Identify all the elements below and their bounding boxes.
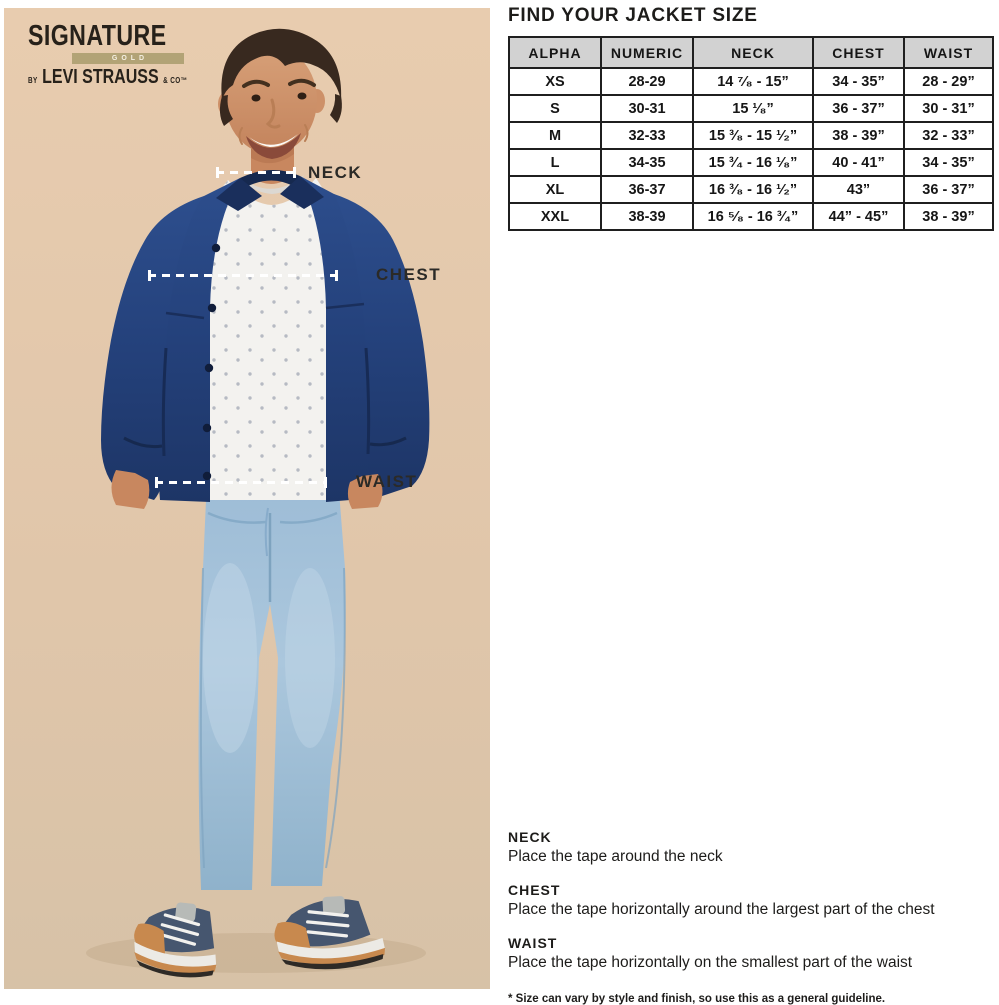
instruction-chest xyxy=(508,882,994,919)
column-header-alpha: ALPHA xyxy=(509,37,601,68)
cell-numeric: 36-37 xyxy=(601,176,693,203)
instruction-waist-heading: WAIST xyxy=(508,935,558,951)
waist-label: WAIST xyxy=(356,472,418,491)
brand-company: LEVI STRAUSS xyxy=(42,66,159,88)
cell-chest: 43” xyxy=(813,176,904,203)
instruction-neck xyxy=(508,829,994,866)
brand-levi-strauss xyxy=(28,66,188,88)
table-row-xl xyxy=(509,176,993,203)
column-header-chest: CHEST xyxy=(813,37,904,68)
table-header-row xyxy=(509,37,993,68)
table-row-m xyxy=(509,122,993,149)
size-disclaimer: * Size can vary by style and finish, so use this as a general guideline. xyxy=(508,993,886,1005)
column-header-waist: WAIST xyxy=(904,37,993,68)
cell-alpha: XXL xyxy=(509,203,601,230)
cell-neck: 15 ³⁄₈ - 15 ¹⁄₂” xyxy=(693,122,813,149)
neck-measure-line xyxy=(216,171,296,174)
column-header-neck: NECK xyxy=(693,37,813,68)
cell-numeric: 38-39 xyxy=(601,203,693,230)
model-photo-panel xyxy=(4,8,490,989)
brand-signature: SIGNATURE xyxy=(28,20,167,52)
cell-alpha: XS xyxy=(509,68,601,95)
cell-chest: 44” - 45” xyxy=(813,203,904,230)
page-title: FIND YOUR JACKET SIZE xyxy=(508,5,758,26)
waist-measure-line xyxy=(155,481,327,484)
instruction-neck-heading: NECK xyxy=(508,829,552,845)
cell-waist: 32 - 33” xyxy=(904,122,993,149)
cell-chest: 36 - 37” xyxy=(813,95,904,122)
cell-waist: 38 - 39” xyxy=(904,203,993,230)
brand-gold-label: GOLD xyxy=(111,55,149,62)
cell-numeric: 34-35 xyxy=(601,149,693,176)
cell-numeric: 28-29 xyxy=(601,68,693,95)
model-illustration xyxy=(4,8,490,989)
instruction-chest-text: Place the tape horizontally around the largest part of the chest xyxy=(508,901,935,918)
brand-by: BY xyxy=(28,76,38,85)
cell-alpha: XL xyxy=(509,176,601,203)
cell-waist: 34 - 35” xyxy=(904,149,993,176)
size-table xyxy=(508,36,994,231)
instruction-chest-heading: CHEST xyxy=(508,882,561,898)
cell-alpha: L xyxy=(509,149,601,176)
cell-waist: 30 - 31” xyxy=(904,95,993,122)
chest-label: CHEST xyxy=(376,265,442,284)
instruction-waist xyxy=(508,935,994,972)
column-header-numeric: NUMERIC xyxy=(601,37,693,68)
cell-chest: 34 - 35” xyxy=(813,68,904,95)
cell-neck: 15 ³⁄₄ - 16 ¹⁄₈” xyxy=(693,149,813,176)
brand-logo xyxy=(28,22,218,87)
brand-co: & CO™ xyxy=(163,76,188,85)
cell-alpha: S xyxy=(509,95,601,122)
cell-neck: 15 ¹⁄₈” xyxy=(693,95,813,122)
neck-label: NECK xyxy=(308,163,363,182)
cell-numeric: 30-31 xyxy=(601,95,693,122)
cell-alpha: M xyxy=(509,122,601,149)
instruction-waist-text: Place the tape horizontally on the smallest part of the waist xyxy=(508,954,913,971)
table-row-l xyxy=(509,149,993,176)
cell-chest: 40 - 41” xyxy=(813,149,904,176)
cell-neck: 14 ⁷⁄₈ - 15” xyxy=(693,68,813,95)
size-chart-panel xyxy=(508,0,994,231)
cell-waist: 36 - 37” xyxy=(904,176,993,203)
table-row-xs xyxy=(509,68,993,95)
cell-neck: 16 ⁵⁄₈ - 16 ³⁄₄” xyxy=(693,203,813,230)
cell-waist: 28 - 29” xyxy=(904,68,993,95)
cell-neck: 16 ³⁄₈ - 16 ¹⁄₂” xyxy=(693,176,813,203)
table-row-xxl xyxy=(509,203,993,230)
cell-chest: 38 - 39” xyxy=(813,122,904,149)
brand-gold-badge xyxy=(72,53,184,64)
cell-numeric: 32-33 xyxy=(601,122,693,149)
chest-measure-line xyxy=(148,274,338,277)
table-row-s xyxy=(509,95,993,122)
instruction-neck-text: Place the tape around the neck xyxy=(508,848,723,865)
measuring-instructions xyxy=(508,829,994,1005)
